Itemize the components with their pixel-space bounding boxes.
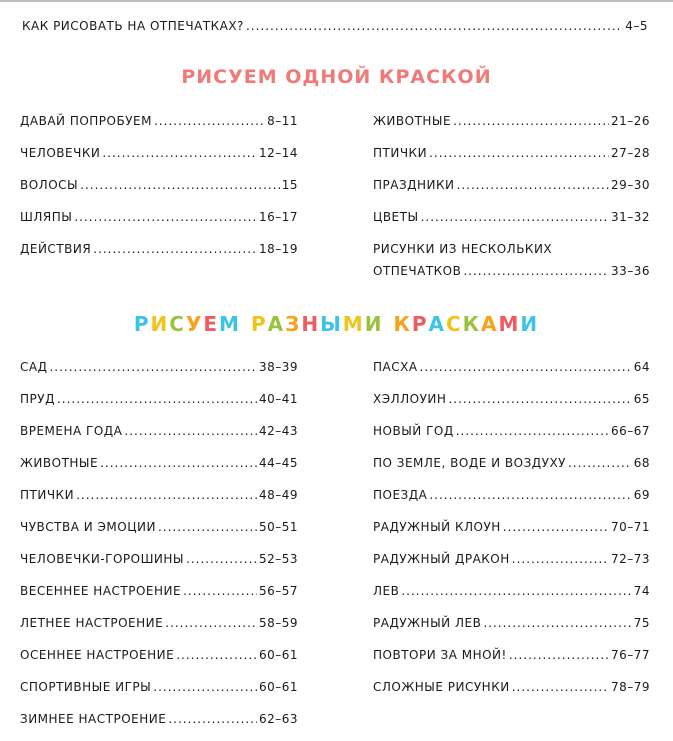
toc-entry[interactable] bbox=[20, 679, 298, 695]
heading-letter: Ы bbox=[320, 312, 343, 336]
toc-entry-title: ЧЕЛОВЕЧКИ-ГОРОШИНЫ bbox=[20, 552, 185, 566]
dot-leader bbox=[153, 679, 257, 695]
heading-letter: А bbox=[267, 312, 286, 336]
dot-leader bbox=[165, 615, 257, 631]
section-heading-many-paints bbox=[0, 312, 673, 336]
toc-entry-pages: 60–61 bbox=[258, 680, 298, 694]
toc-entry[interactable] bbox=[20, 615, 298, 631]
toc-entry-title: ПОВТОРИ ЗА МНОЙ! bbox=[373, 648, 507, 662]
toc-entry[interactable] bbox=[373, 679, 650, 695]
toc-entry-pages: 50–51 bbox=[258, 520, 298, 534]
toc-entry-title: ЦВЕТЫ bbox=[373, 210, 419, 224]
toc-entry-title: ХЭЛЛОУИН bbox=[373, 392, 447, 406]
toc-entry-title: ЛЕВ bbox=[373, 584, 400, 598]
heading-letter: З bbox=[285, 312, 302, 336]
dot-leader bbox=[49, 359, 256, 375]
dot-leader bbox=[57, 391, 257, 407]
toc-entry-title: ДЕЙСТВИЯ bbox=[20, 242, 92, 256]
toc-entry[interactable] bbox=[373, 241, 650, 279]
toc-entry-title: ЧУВСТВА И ЭМОЦИИ bbox=[20, 520, 156, 534]
dot-leader bbox=[124, 423, 257, 439]
toc-entry[interactable] bbox=[373, 423, 650, 439]
heading-letter: С bbox=[445, 312, 463, 336]
heading-letter: И bbox=[520, 312, 540, 336]
toc-entry[interactable] bbox=[373, 647, 650, 663]
toc-entry[interactable] bbox=[20, 423, 298, 439]
heading-letter: Р bbox=[411, 312, 429, 336]
toc-entry-title-line1: РИСУНКИ ИЗ НЕСКОЛЬКИХ bbox=[373, 242, 553, 256]
toc-entry-pages: 15 bbox=[281, 178, 298, 192]
toc-entry[interactable] bbox=[20, 241, 298, 257]
toc-entry-title: ЗИМНЕЕ НАСТРОЕНИЕ bbox=[20, 712, 167, 726]
heading-letter: М bbox=[219, 312, 241, 336]
toc-entry-title: ДАВАЙ ПОПРОБУЕМ bbox=[20, 114, 152, 128]
toc-entry-title: РАДУЖНЫЙ ЛЕВ bbox=[373, 616, 482, 630]
toc-entry-title: ПРАЗДНИКИ bbox=[373, 178, 455, 192]
toc-entry-pages: 74 bbox=[633, 584, 650, 598]
toc-entry-title: РАДУЖНЫЙ КЛОУН bbox=[373, 520, 501, 534]
toc-entry-title: СЛОЖНЫЕ РИСУНКИ bbox=[373, 680, 510, 694]
toc-entry-title: ЖИВОТНЫЕ bbox=[373, 114, 452, 128]
toc-entry-title: ЧЕЛОВЕЧКИ bbox=[20, 146, 101, 160]
heading-letter: К bbox=[462, 312, 482, 336]
toc-entry[interactable] bbox=[373, 177, 650, 193]
toc-entry[interactable] bbox=[20, 359, 298, 375]
dot-leader bbox=[401, 583, 631, 599]
dot-leader bbox=[168, 711, 257, 727]
toc-entry[interactable] bbox=[373, 113, 650, 129]
dot-leader bbox=[456, 423, 609, 439]
toc-entry-title: САД bbox=[20, 360, 48, 374]
toc-entry[interactable] bbox=[373, 487, 650, 503]
toc-entry[interactable] bbox=[373, 583, 650, 599]
toc-entry-title: ПТИЧКИ bbox=[20, 488, 75, 502]
toc-entry-title-line2: ОТПЕЧАТКОВ bbox=[373, 264, 462, 278]
toc-entry-pages: 48–49 bbox=[258, 488, 298, 502]
toc-entry-title: ЖИВОТНЫЕ bbox=[20, 456, 99, 470]
dot-leader bbox=[463, 263, 609, 279]
toc-entry[interactable] bbox=[373, 209, 650, 225]
heading-letter: И bbox=[150, 312, 170, 336]
heading-letter: К bbox=[393, 312, 412, 336]
heading-letter: Р bbox=[133, 312, 151, 336]
toc-entry[interactable] bbox=[20, 487, 298, 503]
dot-leader bbox=[503, 519, 609, 535]
dot-leader bbox=[176, 647, 257, 663]
toc-entry-pages: 78–79 bbox=[610, 680, 650, 694]
dot-leader bbox=[509, 647, 609, 663]
toc-entry-title: СПОРТИВНЫЕ ИГРЫ bbox=[20, 680, 152, 694]
toc-entry-pages: 52–53 bbox=[258, 552, 298, 566]
toc-entry-pages: 72–73 bbox=[610, 552, 650, 566]
toc-entry-pages: 58–59 bbox=[258, 616, 298, 630]
heading-letter: Н bbox=[301, 312, 321, 336]
heading-letter: С bbox=[169, 312, 186, 336]
toc-entry-intro[interactable] bbox=[22, 18, 648, 34]
dot-leader bbox=[568, 455, 632, 471]
toc-entry-pages: 33–36 bbox=[610, 264, 650, 278]
toc-entry[interactable] bbox=[20, 455, 298, 471]
dot-leader bbox=[448, 391, 631, 407]
toc-entry[interactable] bbox=[20, 583, 298, 599]
toc-entry[interactable] bbox=[20, 145, 298, 161]
toc-entry-title: КАК РИСОВАТЬ НА ОТПЕЧАТКАХ? bbox=[22, 19, 244, 33]
toc-entry[interactable] bbox=[20, 551, 298, 567]
dot-leader bbox=[457, 177, 609, 193]
dot-leader bbox=[483, 615, 631, 631]
dot-leader bbox=[429, 145, 609, 161]
toc-entry-pages: 16–17 bbox=[258, 210, 298, 224]
toc-entry-pages: 21–26 bbox=[610, 114, 650, 128]
toc-entry[interactable] bbox=[20, 711, 298, 727]
toc-entry[interactable] bbox=[373, 391, 650, 407]
toc-entry-title: НОВЫЙ ГОД bbox=[373, 424, 454, 438]
section-heading-one-paint: РИСУЕМ ОДНОЙ КРАСКОЙ bbox=[181, 66, 492, 88]
dot-leader bbox=[74, 209, 257, 225]
toc-entry-title: ЛЕТНЕЕ НАСТРОЕНИЕ bbox=[20, 616, 164, 630]
toc-entry-pages: 66–67 bbox=[610, 424, 650, 438]
dot-leader bbox=[183, 583, 257, 599]
toc-entry-pages: 4–5 bbox=[625, 19, 648, 33]
dot-leader bbox=[512, 679, 609, 695]
toc-entry-title: ПО ЗЕМЛЕ, ВОДЕ И ВОЗДУХУ bbox=[373, 456, 566, 470]
dot-leader bbox=[512, 551, 609, 567]
dot-leader bbox=[420, 359, 632, 375]
toc-entry-pages: 44–45 bbox=[258, 456, 298, 470]
toc-entry[interactable] bbox=[20, 391, 298, 407]
toc-entry-title: ПРУД bbox=[20, 392, 55, 406]
dot-leader bbox=[429, 487, 631, 503]
toc-entry[interactable] bbox=[20, 177, 298, 193]
toc-entry-pages: 31–32 bbox=[610, 210, 650, 224]
toc-entry-title: ПОЕЗДА bbox=[373, 488, 428, 502]
toc-entry[interactable] bbox=[20, 113, 298, 129]
heading-letter: М bbox=[342, 312, 365, 336]
toc-entry-title: РАДУЖНЫЙ ДРАКОН bbox=[373, 552, 510, 566]
dot-leader bbox=[246, 18, 623, 34]
toc-entry-pages: 65 bbox=[633, 392, 650, 406]
dot-leader bbox=[80, 177, 280, 193]
toc-entry-pages: 62–63 bbox=[258, 712, 298, 726]
dot-leader bbox=[186, 551, 257, 567]
toc-entry-pages: 64 bbox=[633, 360, 650, 374]
toc-entry[interactable] bbox=[20, 519, 298, 535]
toc-entry-title: ОСЕННЕЕ НАСТРОЕНИЕ bbox=[20, 648, 175, 662]
dot-leader bbox=[100, 455, 257, 471]
toc-entry-pages: 69 bbox=[633, 488, 650, 502]
toc-entry-pages: 42–43 bbox=[258, 424, 298, 438]
dot-leader bbox=[158, 519, 257, 535]
toc-entry-title: ВОЛОСЫ bbox=[20, 178, 79, 192]
toc-entry-pages: 76–77 bbox=[610, 648, 650, 662]
dot-leader bbox=[453, 113, 609, 129]
toc-entry-pages: 38–39 bbox=[258, 360, 298, 374]
toc-entry-pages: 70–71 bbox=[610, 520, 650, 534]
toc-entry-pages: 27–28 bbox=[610, 146, 650, 160]
toc-entry-pages: 68 bbox=[633, 456, 650, 470]
toc-entry[interactable] bbox=[373, 519, 650, 535]
toc-entry[interactable] bbox=[373, 455, 650, 471]
toc-entry-pages: 60–61 bbox=[258, 648, 298, 662]
heading-letter: Р bbox=[250, 312, 268, 336]
toc-entry-title: ПТИЧКИ bbox=[373, 146, 428, 160]
toc-entry-pages: 40–41 bbox=[258, 392, 298, 406]
heading-letter: Е bbox=[203, 312, 220, 336]
top-divider bbox=[0, 0, 673, 2]
heading-letter: И bbox=[364, 312, 384, 336]
toc-entry-title: ШЛЯПЫ bbox=[20, 210, 73, 224]
dot-leader bbox=[421, 209, 609, 225]
dot-leader bbox=[93, 241, 257, 257]
toc-entry[interactable] bbox=[373, 615, 650, 631]
dot-leader bbox=[154, 113, 265, 129]
toc-entry-pages: 56–57 bbox=[258, 584, 298, 598]
heading-letter: А bbox=[481, 312, 499, 336]
toc-entry-title: ПАСХА bbox=[373, 360, 418, 374]
heading-letter: У bbox=[185, 312, 204, 336]
toc-entry-pages: 29–30 bbox=[610, 178, 650, 192]
toc-entry[interactable] bbox=[20, 647, 298, 663]
dot-leader bbox=[76, 487, 257, 503]
toc-entry-title: ВЕСЕННЕЕ НАСТРОЕНИЕ bbox=[20, 584, 182, 598]
dot-leader bbox=[102, 145, 257, 161]
toc-entry-pages: 75 bbox=[633, 616, 650, 630]
toc-entry-title: ВРЕМЕНА ГОДА bbox=[20, 424, 123, 438]
heading-letter: А bbox=[428, 312, 446, 336]
heading-letter: М bbox=[498, 312, 521, 336]
toc-entry-pages: 8–11 bbox=[267, 114, 298, 128]
toc-entry[interactable] bbox=[373, 145, 650, 161]
toc-entry-pages: 12–14 bbox=[258, 146, 298, 160]
toc-entry[interactable] bbox=[373, 551, 650, 567]
toc-entry[interactable] bbox=[20, 209, 298, 225]
toc-entry[interactable] bbox=[373, 359, 650, 375]
section-heading-text bbox=[134, 312, 539, 336]
toc-entry-pages: 18–19 bbox=[258, 242, 298, 256]
